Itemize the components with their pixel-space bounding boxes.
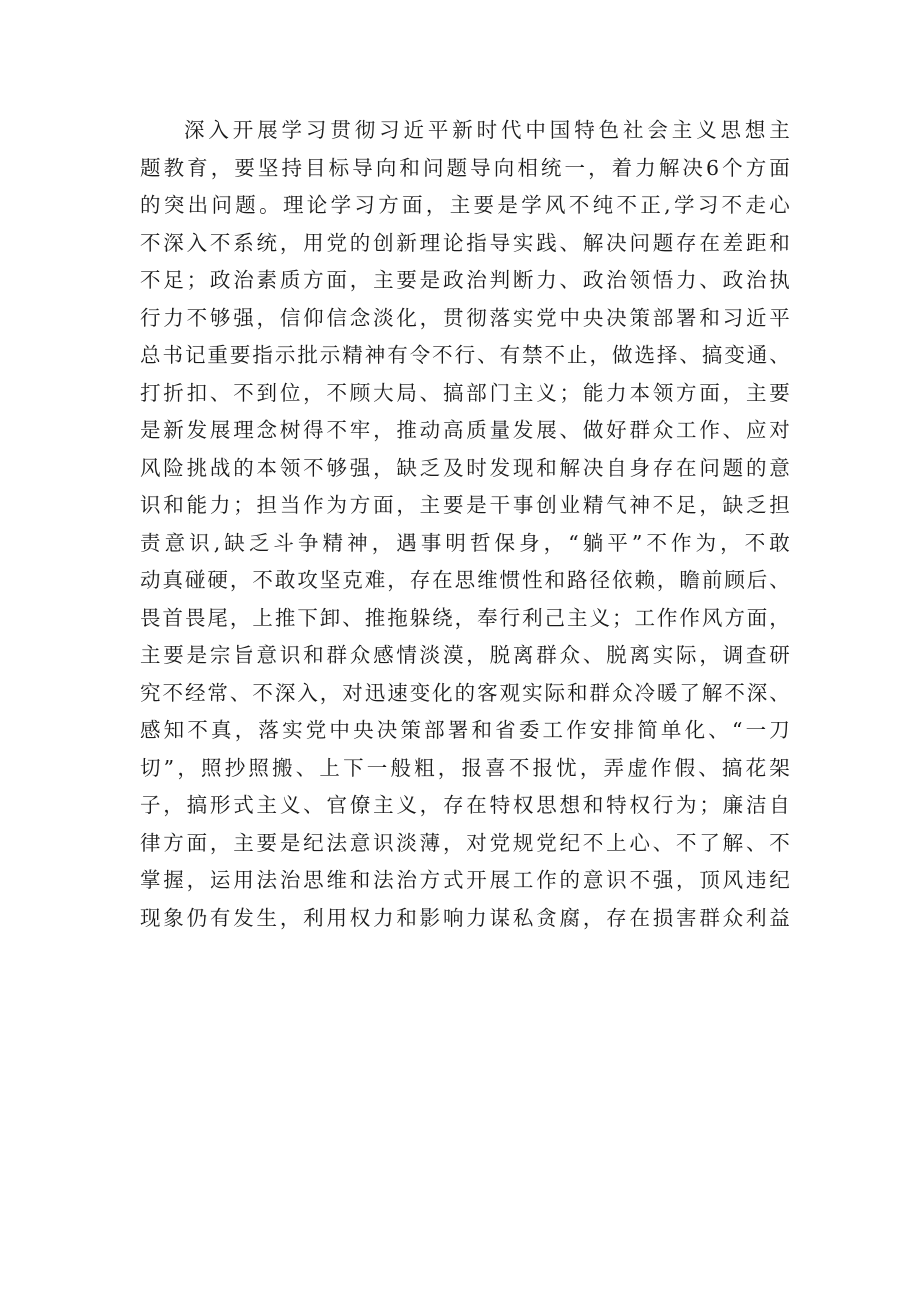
- paragraph-line-15: 主要是宗旨意识和群众感情淡漠，脱离群众、脱离实际，调查研: [140, 643, 790, 667]
- paragraph-line-10: 风险挑战的本领不够强，缺乏及时发现和解决自身存在问题的意: [140, 455, 790, 480]
- body-paragraph: [140, 112, 790, 937]
- paragraph-line-1: 深入开展学习贯彻习近平新时代中国特色社会主义思想主: [184, 118, 790, 142]
- paragraph-line-22: 现象仍有发生，利用权力和影响力谋私贪腐，存在损害群众利益: [140, 905, 790, 930]
- paragraph-line-6: 行力不够强，信仰信念淡化，贯彻落实党中央决策部署和习近平: [140, 305, 790, 330]
- paragraph-line-21: 掌握，运用法治思维和法治方式开展工作的意识不强，顶风违纪: [140, 868, 790, 892]
- paragraph-line-19: 子，搞形式主义、官僚主义，存在特权思想和特权行为；廉洁自: [140, 793, 790, 817]
- paragraph-line-3: 的突出问题。理论学习方面，主要是学风不纯不正,学习不走心: [140, 193, 790, 217]
- paragraph-line-4: 不深入不系统，用党的创新理论指导实践、解决问题存在差距和: [140, 230, 790, 255]
- paragraph-line-11: 识和能力；担当作为方面，主要是干事创业精气神不足，缺乏担: [140, 493, 790, 517]
- paragraph-line-20: 律方面，主要是纪法意识淡薄，对党规党纪不上心、不了解、不: [140, 830, 790, 855]
- paragraph-line-7: 总书记重要指示批示精神有令不行、有禁不止，做选择、搞变通、: [140, 343, 790, 367]
- paragraph-line-9: 是新发展理念树得不牢，推动高质量发展、做好群众工作、应对: [140, 418, 790, 442]
- paragraph-line-5: 不足；政治素质方面，主要是政治判断力、政治领悟力、政治执: [140, 268, 790, 292]
- paragraph-line-2: 题教育，要坚持目标导向和问题导向相统一，着力解决6个方面: [140, 155, 790, 180]
- paragraph-line-16: 究不经常、不深入，对迅速变化的客观实际和群众冷暖了解不深、: [140, 680, 790, 705]
- paragraph-line-8: 打折扣、不到位，不顾大局、搞部门主义；能力本领方面，主要: [140, 380, 790, 405]
- paragraph-line-13: 动真碰硬，不敢攻坚克难，存在思维惯性和路径依赖，瞻前顾后、: [140, 568, 790, 592]
- paragraph-line-14: 畏首畏尾，上推下卸、推拖躲绕，奉行利己主义；工作作风方面，: [140, 605, 790, 630]
- paragraph-line-17: 感知不真，落实党中央决策部署和省委工作安排简单化、“一刀: [140, 718, 790, 742]
- paragraph-line-18: 切”，照抄照搬、上下一般粗，报喜不报忧，弄虚作假、搞花架: [140, 755, 790, 780]
- paragraph-line-12: 责意识,缺乏斗争精神，遇事明哲保身，“躺平”不作为，不敢: [140, 530, 790, 555]
